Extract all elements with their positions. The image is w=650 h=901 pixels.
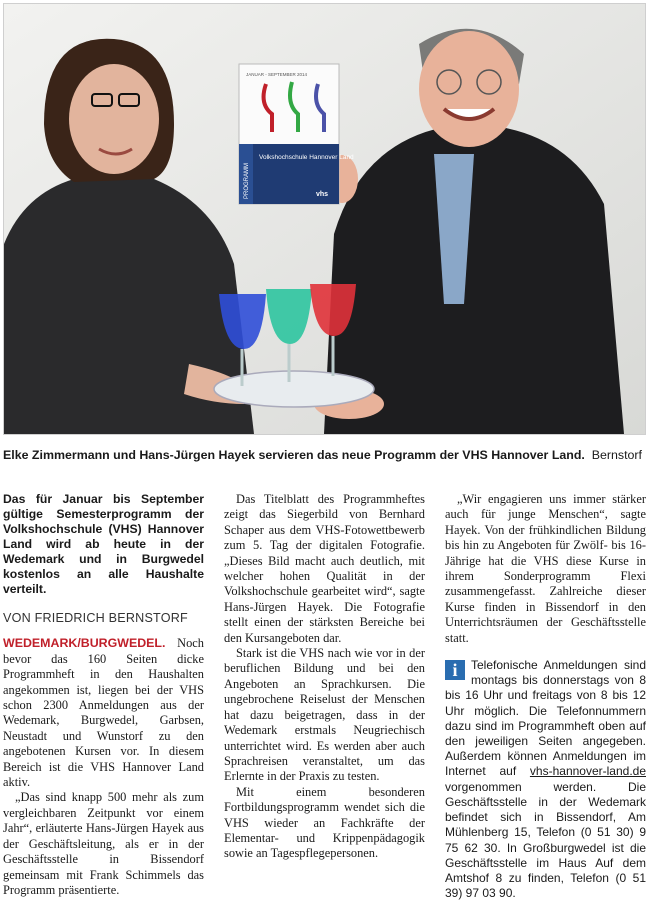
article-paragraph: WEDEMARK/BURGWEDEL. Noch bevor das 160 Seiten dicke Programmheft in den Haushalten angekommen ist, liegen bei der VHS schon 2300 Anmeldungen aus der Wedemark, Burgwedel, Garbsen, Neustadt und Wunstorf zu den angebotenen Kursen vor. In diesem Bereich ist die VHS Hannover Land aktiv. (3, 636, 204, 790)
article-paragraph: „Wir engagieren uns immer stärker auch für junge Menschen“, sagte Hayek. Von der frühkindlichen Bildung bis hin zu Angeboten für Zwölf- bis 16-Jährige hat die VHS diese Kurse in ihrem Sonderprogramm Flexi zusammengefasst. Zahlreiche dieser Kurse finden in Bissendorf in den Unterrichtsräumen der Geschäftsstelle statt. (445, 492, 646, 645)
article-column-3 (445, 492, 646, 901)
photo-illustration (4, 4, 645, 434)
dateline: WEDEMARK/BURGWEDEL. (3, 636, 166, 651)
svg-text:vhs: vhs (316, 191, 329, 198)
article-column-1 (3, 492, 204, 898)
article-lead: Das für Januar bis September gültige Semesterprogramm der Volkshochschule (VHS) Hannover Land wird ab heute in der Wedemark und in Burgwedel kostenlos an alle Haushalte verteilt. (3, 492, 204, 596)
caption-text: Elke Zimmermann und Hans-Jürgen Hayek servieren das neue Programm der VHS Hannover Land. (3, 448, 585, 462)
article-paragraph: Das Titelblatt des Programmheftes zeigt das Siegerbild von Bernhard Schaper aus dem VHS-Fotowettbewerb zum 5. Tag der digitalen Fotografie. „Dieses Bild macht auch deutlich, mit welcher hohen Qualität in der Volkshochschule gearbeitet wird“, sagte Hans-Jürgen Hayek. Die Fotografie stellt einen der stärksten Bereiche bei den Kursangeboten dar. (224, 492, 425, 645)
website-link[interactable]: vhs-hannover-land.de (529, 764, 646, 779)
svg-text:PROGRAMM: PROGRAMM (244, 163, 250, 199)
svg-text:JANUAR - SEPTEMBER 2014: JANUAR - SEPTEMBER 2014 (246, 72, 308, 77)
article-paragraph: Mit einem besonderen Fortbildungsprogramm wendet sich die VHS wieder an Fachkräfte der Elementar- und Krippenpädagogik sowie an Tagespflegepersonen. (224, 784, 425, 861)
article-column-2 (224, 492, 425, 862)
article-byline: VON FRIEDRICH BERNSTORF (3, 611, 188, 625)
svg-text:Volkshochschule Hannover Land: Volkshochschule Hannover Land (259, 154, 354, 161)
article-paragraph: „Das sind knapp 500 mehr als zum vergleichbaren Zeitpunkt vor einem Jahr“, erläuterte Hans-Jürgen Hayek aus der Geschäftsleitung, als er in der Geschäftsstelle in Bissendorf gemeinsam mit Frank Schimmels das Programm präsentierte. (3, 790, 204, 897)
article-photo (3, 3, 646, 435)
photo-caption (3, 448, 646, 464)
photo-credit: Bernstorf (591, 448, 642, 462)
info-box: i Telefonische Anmeldungen sind montags bis donnerstags von 8 bis 16 Uhr und freitags von 8 bis 12 Uhr möglich. Die Telefonnummern dazu sind im Programmheft oben auf den jeweiligen Seiten angegeben. Außerdem können Anmeldungen im Internet auf vhs-hannover-land.de vorgenommen werden. Die Geschäftsstelle in der Wedemark befindet sich in Bissendorf, Am Mühlenberg 15, Telefon (0 51 30) 9 75 62 30. In Großburgwedel ist die Geschäftsstelle im Haus Auf dem Amtshof 8 zu finden, Telefon (0 51 39) 97 03 90. (445, 658, 646, 901)
program-booklet (239, 64, 354, 204)
info-icon: i (445, 660, 465, 680)
article-paragraph: Stark ist die VHS nach wie vor in der beruflichen Bildung und bei den Angeboten an Sprachkursen. Die ungebrochene Reiselust der Menschen hat dazu beigetragen, dass in der Wedemark erstmals Neugriechisch unterrichtet wird. Es werden aber auch Sprachreisen veranstaltet, um das Erlernte in der Praxis zu testen. (224, 646, 425, 784)
